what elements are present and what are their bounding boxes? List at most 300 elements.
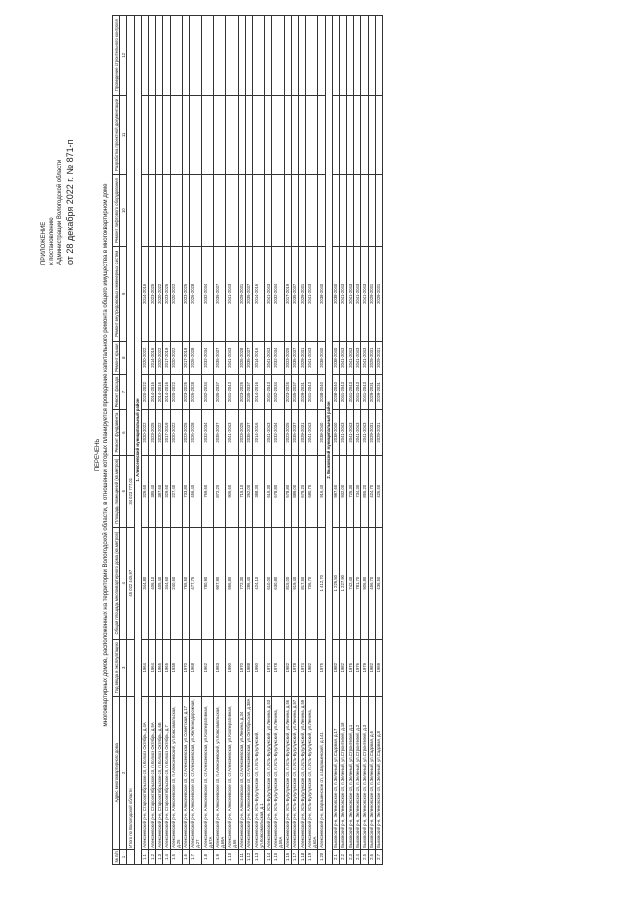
column-number: 11 <box>120 95 127 175</box>
cell-empty <box>354 16 361 96</box>
table-row <box>332 16 339 865</box>
cell-area: 815,00 <box>284 527 291 639</box>
table-row <box>361 16 368 865</box>
cell-y1: 2026-2028 <box>189 410 201 455</box>
cell-empty <box>339 175 346 247</box>
section-row <box>134 16 141 865</box>
cell-empty <box>170 16 182 96</box>
cell-y3: 2017-2019 <box>163 341 170 374</box>
cell-n: 1.12 <box>245 849 252 864</box>
cell-empty <box>347 175 354 247</box>
cell-empty <box>375 95 382 175</box>
cell-y4: 2041-2043 <box>354 247 361 341</box>
cell-year: 1962 <box>202 639 214 696</box>
cell-y1: 2041-2043 <box>226 410 238 455</box>
table-row <box>148 16 155 865</box>
cell-y2: 2038-2040 <box>318 374 325 410</box>
cell-empty <box>245 16 252 96</box>
cell-area: 907,90 <box>214 527 226 639</box>
cell-n: 1.16 <box>284 849 291 864</box>
section-title: 1. Алексеевский муниципальный район <box>134 16 141 865</box>
cell-y4: 2014-2016 <box>141 247 148 341</box>
cell-rooms: 678,80 <box>272 455 284 527</box>
column-number: 12 <box>120 16 127 96</box>
cell-y1: 2023-2025 <box>182 410 189 455</box>
cell-y4: 2023-2025 <box>148 247 155 341</box>
title-line: ПЕРЕЧЕНЬ <box>95 438 101 472</box>
cell-addr: Алексеевский р-н, Алексеевское сп, ст.Алексеевская, ул.Кооперативная, д.67А <box>202 696 214 849</box>
cell-y1: 2029-2031 <box>375 410 382 455</box>
cell-rooms: 906,60 <box>226 455 238 527</box>
cell-y4: 2038-2040 <box>332 247 339 341</box>
cell-area: 1 226,50 <box>332 527 339 639</box>
cell-y2: 2014-2016 <box>156 374 163 410</box>
cell-y1: 2023-2025 <box>284 410 291 455</box>
cell-y4: 2032-2034 <box>272 247 284 341</box>
table-row <box>226 16 238 865</box>
cell-n: 1.9 <box>214 849 226 864</box>
table-row <box>284 16 291 865</box>
cell-y4: 2029-2031 <box>298 247 305 341</box>
table-row <box>141 16 148 865</box>
cell-y1: 2041-2043 <box>339 410 346 455</box>
col-header: Ремонт крыши <box>113 341 120 374</box>
cell-empty <box>272 95 284 175</box>
table-row <box>291 16 298 865</box>
cell-empty <box>182 175 189 247</box>
cell-y4: 2023-2025 <box>163 247 170 341</box>
cell-y4: 2014-2016 <box>253 247 265 341</box>
cell-empty <box>368 95 375 175</box>
cell-y1: 2032-2034 <box>272 410 284 455</box>
cell-area: 405,40 <box>156 527 163 639</box>
cell-addr: Алексеевский р-н, Усть-Бузулукское сп, п.Усть-Бузулукский, ул.Ленина, д.56 <box>284 696 291 849</box>
cell-y4: 2041-2043 <box>347 247 354 341</box>
cell-empty <box>298 175 305 247</box>
cell-y3: 2041-2043 <box>339 341 346 374</box>
cell-y2: 2041-2043 <box>354 374 361 410</box>
cell-y3: 2035-2037 <box>245 341 252 374</box>
cell-y2: 2029-2031 <box>375 374 382 410</box>
section-title: 2. Быковский муниципальный район <box>325 16 332 865</box>
cell-empty <box>163 95 170 175</box>
table-row <box>189 16 201 865</box>
cell-empty <box>272 175 284 247</box>
col-header: Адрес многоквартирного дома <box>113 696 120 849</box>
header-date: от 28 декабря 2022 г. № 871-п <box>65 139 75 265</box>
cell-empty <box>361 95 368 175</box>
cell-rooms: 679,20 <box>298 455 305 527</box>
cell-empty <box>284 95 291 175</box>
cell-addr: Алексеевский р-н, Усть-Бузулукское сп, п.Усть-Бузулукский, ул.Комсомольская, д.1 <box>253 696 265 849</box>
cell-empty <box>375 175 382 247</box>
cell-empty <box>170 175 182 247</box>
cell-rooms: 424,70 <box>368 455 375 527</box>
cell-rooms: 889,00 <box>291 455 298 527</box>
cell-y2: 2035-2037 <box>245 374 252 410</box>
cell-year: 1965 <box>163 639 170 696</box>
table-row <box>318 16 325 865</box>
cell-addr: Быковский р-н, Зеленовское сп, п.Зеленый, ул.Строителей, д.2 <box>354 696 361 849</box>
cell-area: 286,40 <box>245 527 252 639</box>
cell-y1: 2035-2037 <box>291 410 298 455</box>
table-row <box>253 16 265 865</box>
col-header: Ремонт фундамента <box>113 410 120 455</box>
column-number: 4 <box>120 527 127 639</box>
cell-y1: 2023-2025 <box>238 410 245 455</box>
table-row <box>163 16 170 865</box>
cell-addr: Алексеевский р-н, Старооктябрьское сп, п.Колхоз Октябрь, д.6Б <box>156 696 163 849</box>
cell-y2: 2041-2043 <box>347 374 354 410</box>
table-row <box>202 16 214 865</box>
cell-n: 1.4 <box>163 849 170 864</box>
cell-empty <box>318 175 325 247</box>
cell-rooms: 678,80 <box>284 455 291 527</box>
cell-y2: 2026-2028 <box>189 374 201 410</box>
cell-y1: 2032-2034 <box>202 410 214 455</box>
cell-empty <box>170 95 182 175</box>
col-header: Проведение строительного контроля <box>113 16 120 96</box>
cell-y3: 2014-2016 <box>148 341 155 374</box>
col-header: Общая площадь многоквартирного дома (кв.метров) <box>113 527 120 639</box>
cell-y4: 2041-2043 <box>265 247 272 341</box>
cell-y2: 2038-2040 <box>332 374 339 410</box>
cell-y3: 2038-2040 <box>332 341 339 374</box>
section-row <box>325 16 332 865</box>
cell-rooms: 734,30 <box>354 455 361 527</box>
cell-y4: 2038-2040 <box>318 247 325 341</box>
column-number: 1 <box>120 849 127 864</box>
cell-year: 1964 <box>148 639 155 696</box>
cell-addr: Алексеевский р-н, Усть-Бузулукское сп, п.Усть-Бузулукский, ул.Ленина, д.60А <box>306 696 318 849</box>
cell-empty <box>265 16 272 96</box>
cell-empty <box>226 175 238 247</box>
cell-empty <box>291 16 298 96</box>
cell-area: 781,70 <box>354 527 361 639</box>
cell-empty <box>189 175 201 247</box>
cell-year: 1976 <box>354 639 361 696</box>
cell-y1: 2023-2025 <box>148 410 155 455</box>
cell-year: 1959 <box>375 639 382 696</box>
cell-empty <box>375 16 382 96</box>
cell-y4: 2020-2022 <box>156 247 163 341</box>
totals-area: 45 022 445,97 <box>127 527 134 639</box>
cell-y4: 2041-2043 <box>306 247 318 341</box>
cell-year: 1976 <box>347 639 354 696</box>
table-row <box>182 16 189 865</box>
cell-area: 240,60 <box>170 527 182 639</box>
cell-addr: Быковский р-н, Зеленовское сп, п.Зеленый, ул.Садовая, д.8 <box>375 696 382 849</box>
cell-empty <box>202 16 214 96</box>
cell-n: 1.1 <box>141 849 148 864</box>
cell-area: 706,70 <box>306 527 318 639</box>
cell-addr: Алексеевский р-н, Усть-Бузулукское сп, п.Усть-Бузулукский, ул.Ленина, д.53 <box>265 696 272 849</box>
cell-addr: Быковский р-н, Зеленовское сп, п.Зеленый, ул.Строителей, д.18 <box>339 696 346 849</box>
cell-rooms: 426,50 <box>375 455 382 527</box>
cell-rooms: 987,60 <box>332 455 339 527</box>
cell-empty <box>284 16 291 96</box>
cell-n: 1.18 <box>298 849 305 864</box>
cell-empty <box>332 16 339 96</box>
cell-y4: 2035-2037 <box>291 247 298 341</box>
cell-area: 477,75 <box>189 527 201 639</box>
cell-n: 2.4 <box>354 849 361 864</box>
cell-empty <box>214 16 226 96</box>
cell-y4: 2035-2037 <box>245 247 252 341</box>
cell-y2: 2041-2043 <box>265 374 272 410</box>
cell-area: 919,40 <box>291 527 298 639</box>
table-row <box>368 16 375 865</box>
table-row <box>298 16 305 865</box>
cell-area: 344,60 <box>163 527 170 639</box>
cell-y3: 2023-2025 <box>284 341 291 374</box>
cell-y1: 2035-2037 <box>214 410 226 455</box>
totals-cell <box>127 16 134 456</box>
cell-y2: 2041-2043 <box>339 374 346 410</box>
cell-area: 436,50 <box>375 527 382 639</box>
cell-n: 1.2 <box>148 849 155 864</box>
document-title <box>95 45 110 865</box>
column-numbers-row <box>120 16 127 865</box>
totals-label: Итого по Вологодской области <box>127 696 134 849</box>
cell-n: 1.8 <box>202 849 214 864</box>
cell-empty <box>141 95 148 175</box>
totals-row <box>127 16 134 865</box>
cell-area: 630,80 <box>272 527 284 639</box>
cell-empty <box>265 95 272 175</box>
cell-rooms: 932,00 <box>339 455 346 527</box>
table-row <box>306 16 318 865</box>
col-header: Площадь помещений (кв.метров) <box>113 455 120 527</box>
cell-n: 1.13 <box>253 849 265 864</box>
column-number: 10 <box>120 175 127 247</box>
cell-empty <box>368 175 375 247</box>
column-number: 2 <box>120 696 127 849</box>
cell-y2: 2029-2031 <box>368 374 375 410</box>
cell-n: 2.7 <box>375 849 382 864</box>
cell-y2: 2014-2016 <box>163 374 170 410</box>
cell-n: 1.10 <box>226 849 238 864</box>
cell-empty <box>318 95 325 175</box>
cell-y3: 2029-2031 <box>298 341 305 374</box>
cell-y1: 2017-2019 <box>163 410 170 455</box>
cell-year: 1982 <box>368 639 375 696</box>
cell-year: 1982 <box>339 639 346 696</box>
cell-y4: 2023-2025 <box>182 247 189 341</box>
cell-y2: 2023-2025 <box>284 374 291 410</box>
cell-n: 1.5 <box>170 849 182 864</box>
cell-addr: Алексеевский р-н, Алексеевское сп, ст.Алексеевская, ул.Советская, д.17 <box>182 696 189 849</box>
cell-y4: 2032-2034 <box>202 247 214 341</box>
cell-n: 1.14 <box>265 849 272 864</box>
cell-empty <box>361 175 368 247</box>
cell-empty <box>214 175 226 247</box>
cell-y1: 2035-2037 <box>245 410 252 455</box>
cell-addr: Алексеевский р-н, Усть-Бузулукское сп, п.Усть-Бузулукский, ул.Ленина, д.57 <box>291 696 298 849</box>
table-row <box>339 16 346 865</box>
cell-y2: 2020-2022 <box>170 374 182 410</box>
cell-y4: 2026-2028 <box>189 247 201 341</box>
cell-area: 610,00 <box>265 527 272 639</box>
cell-empty <box>347 95 354 175</box>
cell-y1: 2038-2040 <box>318 410 325 455</box>
cell-rooms: 769,60 <box>202 455 214 527</box>
cell-empty <box>226 16 238 96</box>
cell-y3: 2029-2031 <box>368 341 375 374</box>
cell-empty <box>163 16 170 96</box>
cell-area: 456,70 <box>368 527 375 639</box>
cell-empty <box>298 16 305 96</box>
cell-y3: 2017-2019 <box>182 341 189 374</box>
col-header: Разработка проектной документации <box>113 95 120 175</box>
cell-empty <box>156 95 163 175</box>
cell-y3: 2041-2043 <box>361 341 368 374</box>
cell-y2: 2020-2022 <box>141 374 148 410</box>
cell-rooms: 385,40 <box>148 455 155 527</box>
cell-year: 1974 <box>265 639 272 696</box>
cell-y1: 2029-2031 <box>368 410 375 455</box>
cell-y2: 2029-2031 <box>298 374 305 410</box>
col-header: Ремонт фасада <box>113 374 120 410</box>
cell-addr: Быковский р-н, Зеленовское сп, п.Зеленый, ул.Строителей, д.3 <box>361 696 368 849</box>
cell-year: 1978 <box>291 639 298 696</box>
cell-n: 1.7 <box>189 849 201 864</box>
cell-y4: 2029-2031 <box>238 247 245 341</box>
cell-rooms: 615,30 <box>265 455 272 527</box>
cell-area: 406,10 <box>148 527 155 639</box>
cell-year: 1970 <box>182 639 189 696</box>
column-number: 7 <box>120 374 127 410</box>
cell-empty <box>202 175 214 247</box>
cell-y1: 2020-2022 <box>141 410 148 455</box>
cell-empty <box>298 95 305 175</box>
table-row <box>156 16 163 865</box>
cell-y2: 2035-2037 <box>214 374 226 410</box>
cell-year: 1978 <box>272 639 284 696</box>
table-row <box>245 16 252 865</box>
cell-area: 956,80 <box>226 527 238 639</box>
cell-rooms: 456,40 <box>189 455 201 527</box>
cell-empty <box>265 175 272 247</box>
cell-area: 765,50 <box>182 527 189 639</box>
column-number: 6 <box>120 410 127 455</box>
cell-empty <box>339 16 346 96</box>
cell-rooms: 329,60 <box>163 455 170 527</box>
col-header: Ремонт внутридомовых инженерных систем <box>113 247 120 341</box>
cell-rooms: 388,30 <box>253 455 265 527</box>
cell-y3: 2020-2022 <box>170 341 182 374</box>
cell-empty <box>291 95 298 175</box>
cell-addr: Быковский р-н, Зеленовское сп, п.Зеленый, ул.Садовая, д.6 <box>368 696 375 849</box>
cell-y2: 2014-2016 <box>148 374 155 410</box>
cell-n: 1.20 <box>318 849 325 864</box>
cell-y3: 2041-2043 <box>347 341 354 374</box>
cell-addr: Алексеевский р-н, Алексеевское сп, ст.Алексеевская, ул.Ленина, д.34 <box>238 696 245 849</box>
cell-y4: 2041-2043 <box>361 247 368 341</box>
cell-y2: 2041-2043 <box>361 374 368 410</box>
cell-n: 2.2 <box>339 849 346 864</box>
table-row <box>170 16 182 865</box>
cell-empty <box>202 95 214 175</box>
table-row <box>272 16 284 865</box>
column-number: 8 <box>120 341 127 374</box>
cell-addr: Алексеевский р-н, Шарашенское сп, х.Шарашенский, д.141 <box>318 696 325 849</box>
cell-empty <box>284 175 291 247</box>
cell-y3: 2020-2022 <box>141 341 148 374</box>
cell-empty <box>354 95 361 175</box>
cell-empty <box>182 16 189 96</box>
cell-y4: 2041-2043 <box>339 247 346 341</box>
cell-empty <box>141 175 148 247</box>
cell-area: 817,50 <box>298 527 305 639</box>
cell-y2: 2041-2043 <box>306 374 318 410</box>
cell-empty <box>354 175 361 247</box>
cell-year: 1982 <box>332 639 339 696</box>
cell-year: 1975 <box>318 639 325 696</box>
cell-year: 1988 <box>245 639 252 696</box>
cell-rooms: 387,60 <box>156 455 163 527</box>
cell-y3: 2020-2022 <box>156 341 163 374</box>
cell-empty <box>238 95 245 175</box>
cell-empty <box>156 16 163 96</box>
col-header: № п/п <box>113 851 119 863</box>
cell-rooms: 715,10 <box>238 455 245 527</box>
table-row <box>214 16 226 865</box>
cell-empty <box>332 95 339 175</box>
cell-n: 2.3 <box>347 849 354 864</box>
cell-empty <box>245 175 252 247</box>
cell-empty <box>189 16 201 96</box>
cell-empty <box>347 16 354 96</box>
cell-addr: Быковский р-н, Зеленовское сп, п.Зеленый, ул.Садовая, д.17 <box>332 696 339 849</box>
cell-y1: 2020-2022 <box>156 410 163 455</box>
cell-area: 424,10 <box>253 527 265 639</box>
cell-area: 1 412,70 <box>318 527 325 639</box>
cell-empty <box>332 175 339 247</box>
col-header: Год ввода в эксплуатацию <box>113 639 120 696</box>
cell-y3: 2029-2031 <box>375 341 382 374</box>
cell-rooms: 915,40 <box>318 455 325 527</box>
cell-y3: 2026-2028 <box>189 341 201 374</box>
cell-empty <box>148 175 155 247</box>
houses-table <box>112 15 383 865</box>
totals-rooms: 34 023 777,01 <box>127 455 134 527</box>
cell-n: 2.5 <box>361 849 368 864</box>
cell-rooms: 733,80 <box>182 455 189 527</box>
cell-y1: 2041-2043 <box>265 410 272 455</box>
cell-empty <box>148 95 155 175</box>
cell-area: 780,90 <box>202 527 214 639</box>
cell-empty <box>238 175 245 247</box>
cell-year: 1968 <box>189 639 201 696</box>
totals-cell <box>127 849 134 864</box>
cell-year: 1970 <box>238 639 245 696</box>
cell-empty <box>141 16 148 96</box>
col-header: Ремонт лифтового оборудования <box>113 175 120 247</box>
cell-addr: Алексеевский р-н, Алексеевское сп, ст.Алексеевская, ул.Железнодорожная, д.27 <box>189 696 201 849</box>
table-row <box>238 16 245 865</box>
totals-cell <box>127 639 134 696</box>
cell-rooms: 725,30 <box>347 455 354 527</box>
header-line: ПРИЛОЖЕНИЕ <box>41 221 47 265</box>
cell-rooms: 855,20 <box>361 455 368 527</box>
table-row <box>347 16 354 865</box>
cell-empty <box>238 16 245 96</box>
cell-empty <box>163 175 170 247</box>
cell-year: 1982 <box>306 639 318 696</box>
cell-empty <box>318 16 325 96</box>
cell-y3: 2035-2037 <box>214 341 226 374</box>
